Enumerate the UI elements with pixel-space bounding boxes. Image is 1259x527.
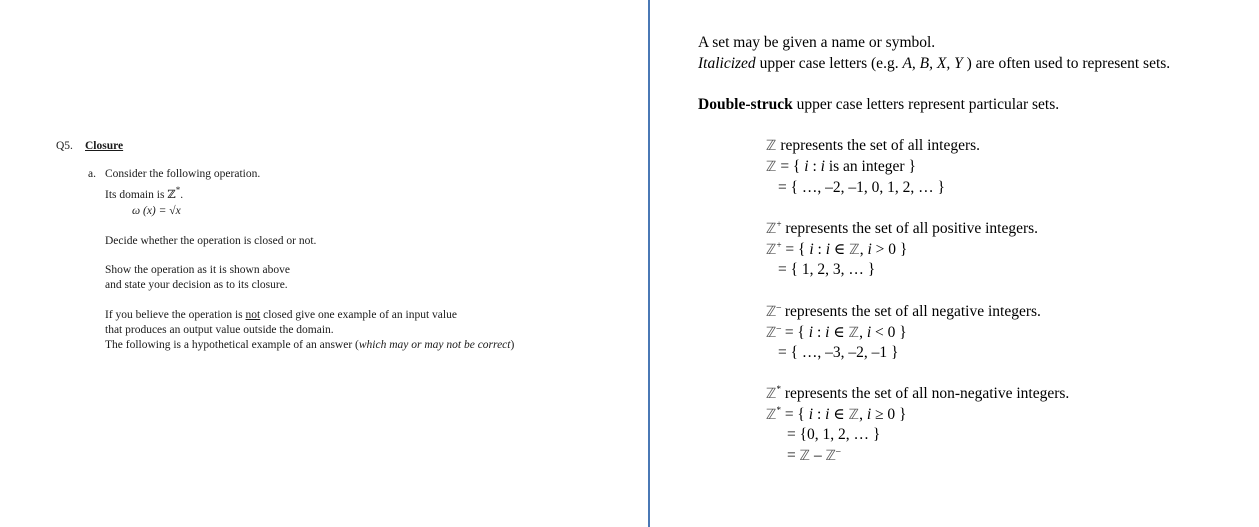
zs-description: ℤ* represents the set of all non-negative integers. (766, 384, 1070, 403)
zs-difference: = ℤ – ℤ– (787, 446, 841, 465)
question-number: Q5. (56, 140, 73, 152)
z-list: = { …, –2, –1, 0, 1, 2, … } (778, 179, 945, 196)
show-line-2: and state your decision as to its closure. (105, 279, 288, 291)
operation-formula: ω (x) = √x (132, 205, 181, 217)
intro-line-2: Italicized upper case letters (e.g. A, B, X, Y ) are often used to represent sets. (698, 55, 1171, 72)
believe-line: If you believe the operation is not closed give one example of an input value (105, 309, 457, 321)
part-a-label: a. (88, 168, 96, 180)
zs-definition: ℤ* = { i : i ∈ ℤ, i ≥ 0 } (766, 405, 907, 424)
zn-definition: ℤ– = { i : i ∈ ℤ, i < 0 } (766, 323, 907, 342)
zp-description: ℤ+ represents the set of all positive integers. (766, 219, 1039, 238)
question-title: Closure (85, 140, 124, 152)
domain-line: Its domain is ℤ*. (105, 185, 184, 201)
z-description: ℤ represents the set of all integers. (766, 137, 981, 154)
zn-list: = { …, –3, –2, –1 } (778, 344, 899, 361)
intro-line-1: A set may be given a name or symbol. (698, 34, 936, 51)
produces-line: that produces an output value outside the domain. (105, 324, 334, 336)
z-definition: ℤ = { i : i is an integer } (766, 158, 916, 175)
zp-list: = { 1, 2, 3, … } (778, 261, 876, 278)
zs-list: = {0, 1, 2, … } (787, 426, 881, 443)
show-line-1: Show the operation as it is shown above (105, 264, 290, 276)
following-line: The following is a hypothetical example of an answer (which may or may not be correct) (105, 339, 515, 351)
right-page (650, 0, 1259, 527)
zp-definition: ℤ+ = { i : i ∈ ℤ, i > 0 } (766, 240, 908, 259)
consider-text: Consider the following operation. (105, 168, 261, 180)
zn-description: ℤ– represents the set of all negative integers. (766, 302, 1041, 321)
decide-text: Decide whether the operation is closed or not. (105, 235, 317, 247)
double-struck-line: Double-struck upper case letters represent particular sets. (698, 96, 1060, 113)
